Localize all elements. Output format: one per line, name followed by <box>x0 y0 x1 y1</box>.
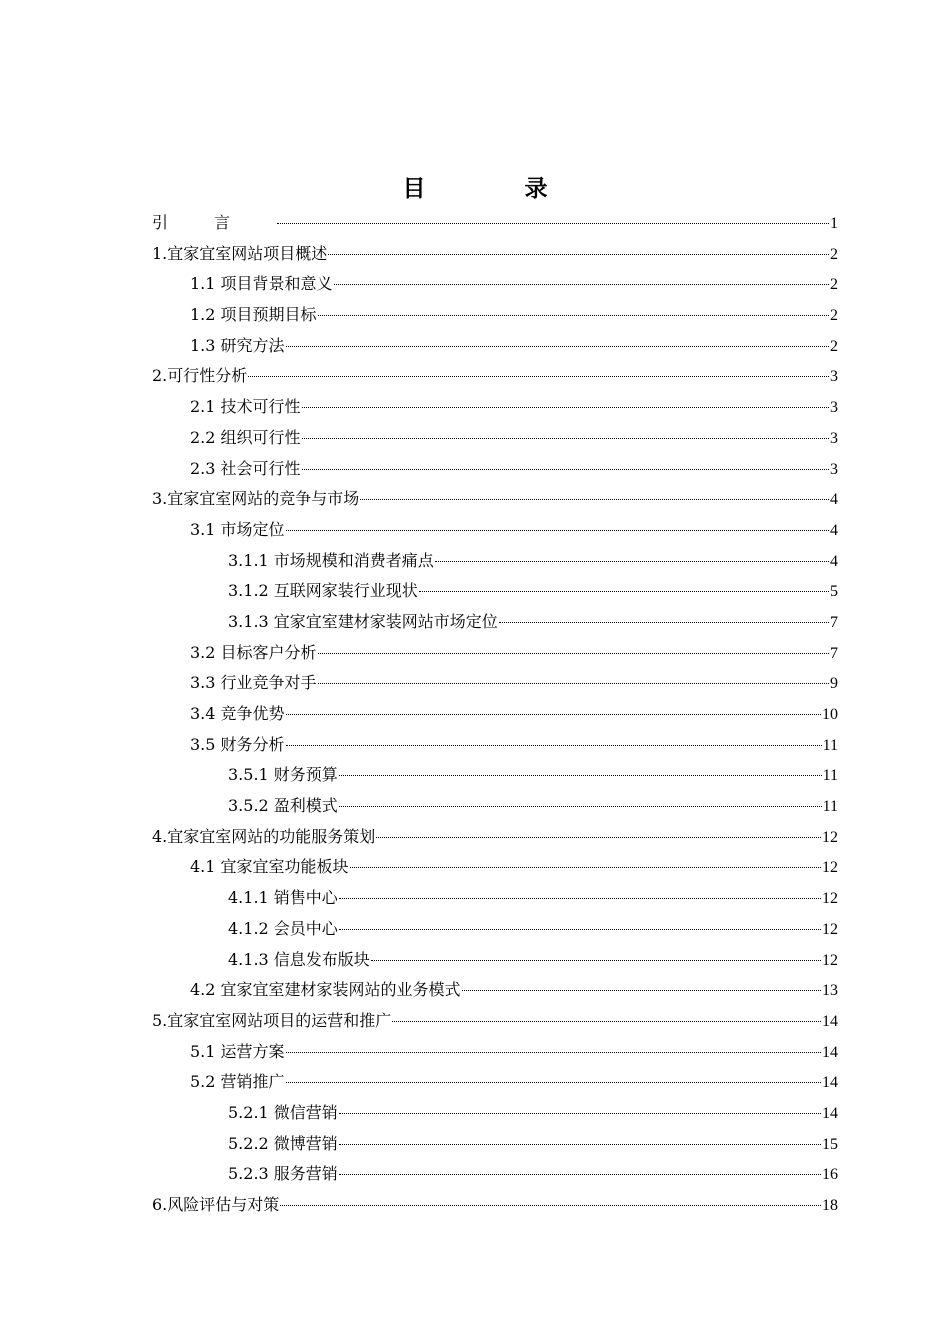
toc-entry-text: 1.1 项目背景和意义 <box>190 274 333 294</box>
toc-entry-text: 3.5.1 财务预算 <box>228 765 338 785</box>
toc-entry-text: 3.5 财务分析 <box>190 734 285 754</box>
toc-entry[interactable] <box>152 852 838 883</box>
toc-entry[interactable] <box>152 454 838 485</box>
toc-page-number: 12 <box>822 890 838 908</box>
toc-page-number: 11 <box>822 736 838 754</box>
toc-entry[interactable] <box>152 945 838 976</box>
toc-entry[interactable] <box>152 361 838 392</box>
toc-entry-text: 3.1.1 市场规模和消费者痛点 <box>228 550 434 570</box>
toc-entry-text: 4.1.1 销售中心 <box>228 888 338 908</box>
toc-entry[interactable] <box>152 484 838 515</box>
toc-page-number: 5 <box>830 583 838 601</box>
toc-dot-leader <box>339 1174 821 1175</box>
toc-entry-text: 1.3 研究方法 <box>190 335 285 355</box>
toc-entry[interactable] <box>152 546 838 577</box>
toc-dot-leader <box>339 898 821 899</box>
toc-page-number: 12 <box>822 828 838 846</box>
toc-page-number: 2 <box>830 307 838 325</box>
toc-dot-leader <box>286 714 821 715</box>
toc-page-number: 18 <box>822 1197 838 1214</box>
toc-entry[interactable] <box>152 699 838 730</box>
toc-entry[interactable] <box>152 668 838 699</box>
toc-dot-leader <box>302 407 829 408</box>
toc-entry[interactable] <box>152 791 838 822</box>
toc-dot-leader <box>302 438 829 439</box>
toc-entry[interactable] <box>152 1129 838 1160</box>
toc-entry[interactable] <box>152 1098 838 1129</box>
toc-entry-text: 2.可行性分析 <box>152 366 248 386</box>
toc-page-number: 12 <box>822 859 838 877</box>
toc-dot-leader <box>339 806 822 807</box>
toc-dot-leader <box>286 1052 821 1053</box>
toc-entry[interactable] <box>152 269 838 300</box>
toc-entry-text: 3.3 行业竞争对手 <box>190 673 317 693</box>
toc-page-number: 9 <box>830 675 838 693</box>
toc-entry-text: 3.5.2 盈利模式 <box>228 796 338 816</box>
toc-page-number: 14 <box>822 1104 838 1122</box>
toc-page-number: 1 <box>830 215 838 232</box>
toc-entry-text: 1.宜家宜室网站项目概述 <box>152 243 328 263</box>
toc-entry[interactable] <box>152 883 838 914</box>
toc-dot-leader <box>277 223 829 224</box>
toc-entry[interactable] <box>152 1006 838 1037</box>
toc-dot-leader <box>339 1113 821 1114</box>
toc-dot-leader <box>339 1144 821 1145</box>
toc-page-number: 12 <box>822 920 838 938</box>
toc-page-number: 14 <box>822 1043 838 1061</box>
toc-entry-text: 4.1 宜家宜室功能板块 <box>190 857 349 877</box>
toc-entry[interactable] <box>152 576 838 607</box>
toc-page-number: 13 <box>822 982 838 1000</box>
toc-entry-text: 3.1.2 互联网家装行业现状 <box>228 581 418 601</box>
toc-entry-text: 5.1 运营方案 <box>190 1041 285 1061</box>
toc-dot-leader <box>318 653 829 654</box>
toc-page-number: 4 <box>830 552 838 570</box>
toc-page-number: 16 <box>822 1166 838 1184</box>
toc-entry-text: 5.2.1 微信营销 <box>228 1102 338 1122</box>
toc-entry-text: 5.2.3 服务营销 <box>228 1164 338 1184</box>
toc-entry-text: 1.2 项目预期目标 <box>190 305 317 325</box>
toc-entry[interactable] <box>152 1067 838 1098</box>
toc-entry[interactable] <box>152 760 838 791</box>
toc-entry[interactable] <box>152 392 838 423</box>
toc-dot-leader <box>286 1082 821 1083</box>
toc-dot-leader <box>286 530 829 531</box>
toc-page-number: 14 <box>822 1012 838 1030</box>
toc-dot-leader <box>350 867 821 868</box>
toc-entry[interactable] <box>152 331 838 362</box>
toc-page-number: 10 <box>822 706 838 723</box>
toc-dot-leader <box>435 561 829 562</box>
toc-dot-leader <box>280 1205 821 1206</box>
toc-dot-leader <box>462 990 821 991</box>
toc-entry-text: 5.宜家宜室网站项目的运营和推广 <box>152 1010 392 1030</box>
toc-page-number: 2 <box>830 337 838 355</box>
toc-page-number: 3 <box>830 399 838 417</box>
toc-entry-text: 4.2 宜家宜室建材家装网站的业务模式 <box>190 980 461 1000</box>
toc-page-number: 11 <box>822 798 838 816</box>
toc-entry-text: 2.3 社会可行性 <box>190 458 301 478</box>
toc-dot-leader <box>318 683 829 684</box>
toc-page-number: 3 <box>830 460 838 478</box>
toc-dot-leader <box>328 254 829 255</box>
toc-entry-text: 4.1.3 信息发布版块 <box>228 949 370 969</box>
toc-dot-leader <box>302 469 829 470</box>
toc-entry-text: 4.宜家宜室网站的功能服务策划 <box>152 826 376 846</box>
toc-dot-leader <box>318 315 829 316</box>
toc-entry[interactable] <box>152 300 838 331</box>
toc-page-number: 14 <box>822 1074 838 1092</box>
toc-entry[interactable] <box>152 1190 838 1221</box>
toc-dot-leader <box>392 1021 821 1022</box>
toc-page-number: 2 <box>830 245 838 263</box>
toc-dot-leader <box>248 376 829 377</box>
toc-page-number: 12 <box>822 951 838 969</box>
toc-page-number: 7 <box>830 644 838 662</box>
toc-page-number: 3 <box>830 429 838 447</box>
toc-page-number: 4 <box>830 521 838 539</box>
toc-entry-text: 5.2.2 微博营销 <box>228 1133 338 1153</box>
toc-entry[interactable] <box>152 1159 838 1190</box>
toc-dot-leader <box>419 591 829 592</box>
toc-dot-leader <box>499 622 829 623</box>
toc-entry[interactable] <box>152 423 838 454</box>
toc-entry-text: 3.2 目标客户分析 <box>190 642 317 662</box>
toc-entry[interactable] <box>152 975 838 1006</box>
toc-dot-leader <box>339 775 822 776</box>
toc-dot-leader <box>371 960 821 961</box>
toc-dot-leader <box>360 499 829 500</box>
toc-page-number: 4 <box>830 491 838 509</box>
toc-entry[interactable] <box>152 515 838 546</box>
toc-dot-leader <box>376 837 821 838</box>
toc-page-number: 15 <box>822 1135 838 1153</box>
toc-entry-text: 3.4 竞争优势 <box>190 704 285 723</box>
table-of-contents <box>152 208 838 1221</box>
toc-entry[interactable] <box>152 607 838 638</box>
toc-entry-text: 3.1.3 宜家宜室建材家装网站市场定位 <box>228 611 498 631</box>
toc-entry[interactable] <box>152 239 838 270</box>
toc-entry[interactable] <box>152 638 838 669</box>
toc-page-number: 2 <box>830 276 838 294</box>
toc-dot-leader <box>334 284 829 285</box>
toc-entry-text: 引言 <box>152 213 277 232</box>
toc-dot-leader <box>286 346 829 347</box>
toc-entry[interactable] <box>152 914 838 945</box>
toc-dot-leader <box>339 929 821 930</box>
toc-title: 目 录 <box>402 176 586 202</box>
toc-entry-text: 2.2 组织可行性 <box>190 427 301 447</box>
toc-page-number: 3 <box>830 368 838 386</box>
toc-page-number: 7 <box>830 613 838 631</box>
toc-entry-text: 3.宜家宜室网站的竞争与市场 <box>152 489 360 509</box>
toc-entry-text: 2.1 技术可行性 <box>190 397 301 417</box>
toc-page-number: 11 <box>822 767 838 785</box>
toc-entry[interactable] <box>152 822 838 853</box>
toc-entry-text: 4.1.2 会员中心 <box>228 918 338 938</box>
toc-entry-text: 5.2 营销推广 <box>190 1072 285 1092</box>
toc-entry-text: 3.1 市场定位 <box>190 519 285 539</box>
toc-entry[interactable] <box>152 208 838 239</box>
toc-entry[interactable] <box>152 730 838 761</box>
toc-entry-text: 6.风险评估与对策 <box>152 1195 280 1214</box>
toc-dot-leader <box>286 745 822 746</box>
toc-entry[interactable] <box>152 1037 838 1068</box>
